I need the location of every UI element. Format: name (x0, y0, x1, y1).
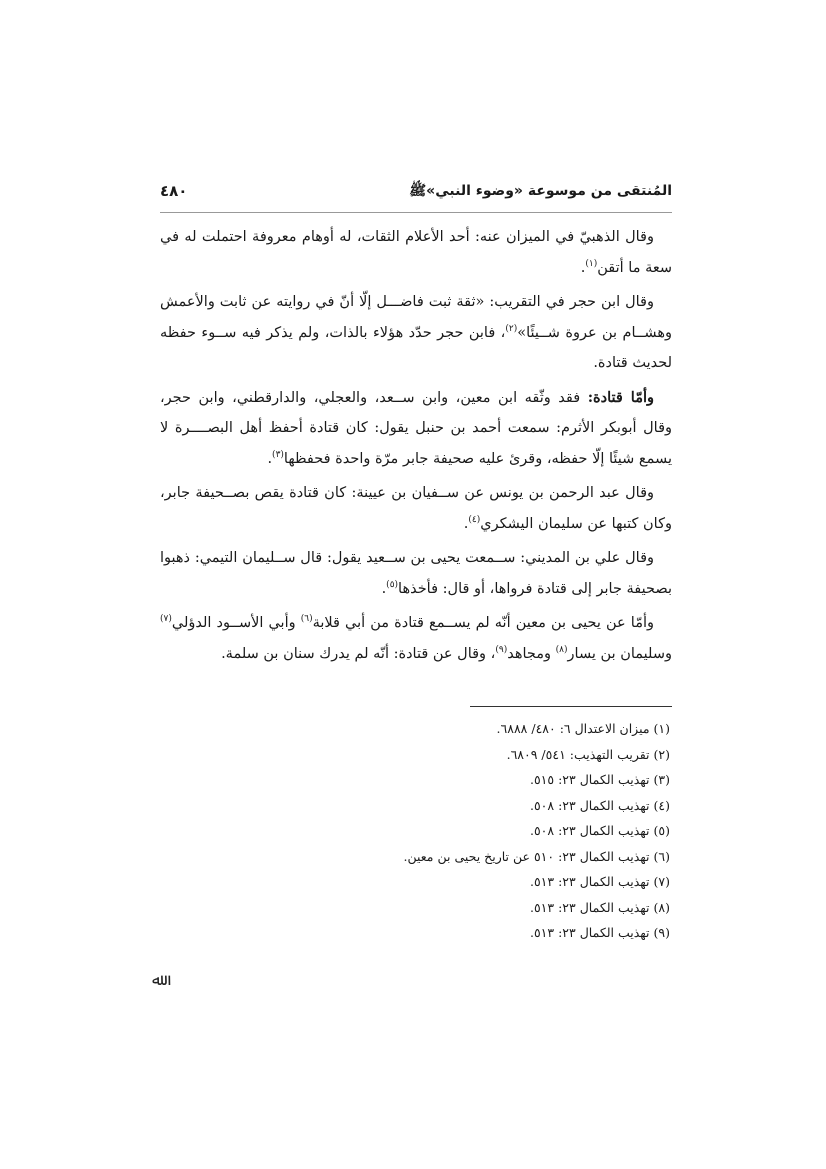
footnote-ref: (٢) (505, 323, 518, 334)
paragraph-tail: . (463, 515, 469, 532)
footnote: (٥) تهذيب الكمال ٢٣: ٥٠٨. (529, 823, 670, 838)
footnote: (٧) تهذيب الكمال ٢٣: ٥١٣. (529, 874, 670, 889)
footnote-divider (470, 706, 672, 707)
paragraph-text: فقد وثّقه ابن معين، وابن ســعد، والعجلي، والدارقطني، وابن حجر، وقال أبوبكر الأثرم: سمعت أحمد بن حنبل يقول: كان قتادة أحفظ أهل البصــــرة لا يسمع شيئًا إلّا حفظه، وقرئ عليه صحيفة جابر مرّة واحدة فحفظها (160, 389, 672, 467)
footnote-ref: (٧) (160, 614, 172, 624)
paragraph-tail: . (267, 450, 273, 467)
paragraph-tail: . (381, 580, 387, 597)
header-title: المُنتقى من موسوعة «وضوء النبي»ﷺ (409, 183, 672, 199)
footnote-ref: (٨) (555, 644, 568, 655)
footnote: (١) ميزان الاعتدال ٦: ٤٨٠/ ٦٨٨٨. (496, 721, 670, 736)
header-divider (160, 212, 672, 213)
footnote-ref: (٦) (300, 614, 313, 624)
paragraph-lead: وأمّا قتادة: (587, 388, 654, 406)
paragraph-last (160, 608, 672, 669)
running-header (160, 182, 672, 208)
footnote-ref: (٩) (495, 644, 508, 655)
footnote: (٦) تهذيب الكمال ٢٣: ٥١٠ عن تاريخ يحيى بن معين. (403, 848, 670, 864)
footnote: (٢) تقريب التهذيب: ٥٤١/ ٦٨٠٩. (506, 746, 670, 762)
paragraph (160, 222, 672, 283)
footnote-ref: (٤) (468, 514, 481, 525)
calligraphy-ornament-icon: ﷲ (152, 970, 162, 989)
paragraph-text: وأمّا عن يحيى بن معين أنّه لم يســمع قتادة من أبي قلابة (312, 615, 654, 631)
paragraph-text: وقال علي بن المديني: ســمعت يحيى بن ســعيد يقول: قال ســليمان التيمي: ذهبوا بصحيفة جابر إلى قتادة فرواها، أو قال: فأخذها (160, 550, 672, 597)
paragraph-text: ومجاهد (507, 645, 556, 662)
paragraph-text: وقال عبد الرحمن بن يونس عن ســفيان بن عيينة: كان قتادة يقص بصــحيفة جابر، وكان كتبها عن سليمان اليشكري (160, 485, 672, 532)
paragraph (160, 383, 672, 475)
footnote-ref: (١) (585, 258, 598, 269)
main-text (160, 222, 672, 673)
paragraph (160, 287, 672, 379)
paragraph (160, 478, 672, 539)
page-number: ٤٨٠ (160, 182, 188, 200)
paragraph-tail: . (580, 259, 586, 276)
paragraph-text: وقال ابن حجر في التقريب: «ثقة ثبت فاضـــل إلّا أنّ في روايته عن ثابت والأعمش وهشــام بن عروة شــيئًا» (160, 294, 672, 341)
footnote-ref: (٣) (272, 449, 284, 460)
paragraph-tail: ، فابن حجر حدّد هؤلاء بالذات، ولم يذكر فيه ســوء حفظه لحديث قتادة. (160, 324, 672, 371)
footnote-ref: (٥) (386, 579, 399, 590)
paragraph-text: وأبي الأســود الدؤلي (171, 615, 301, 631)
footnotes (160, 716, 670, 946)
paragraph-text: ، وقال عن قتادة: أنّه لم يدرك سنان بن سلمة. (221, 645, 496, 662)
footnote: (٤) تهذيب الكمال ٢٣: ٥٠٨. (529, 797, 670, 813)
paragraph-text: وسليمان بن يسار (567, 645, 672, 662)
footnote: (٩) تهذيب الكمال ٢٣: ٥١٣. (529, 925, 670, 940)
footnote: (٨) تهذيب الكمال ٢٣: ٥١٣. (529, 899, 670, 915)
paragraph (160, 543, 672, 604)
paragraph-text: وقال الذهبيّ في الميزان عنه: أحد الأعلام الثقات، له أوهام معروفة احتملت له في سعة ما أتقن (160, 229, 672, 276)
footnote: (٣) تهذيب الكمال ٢٣: ٥١٥. (529, 772, 670, 787)
